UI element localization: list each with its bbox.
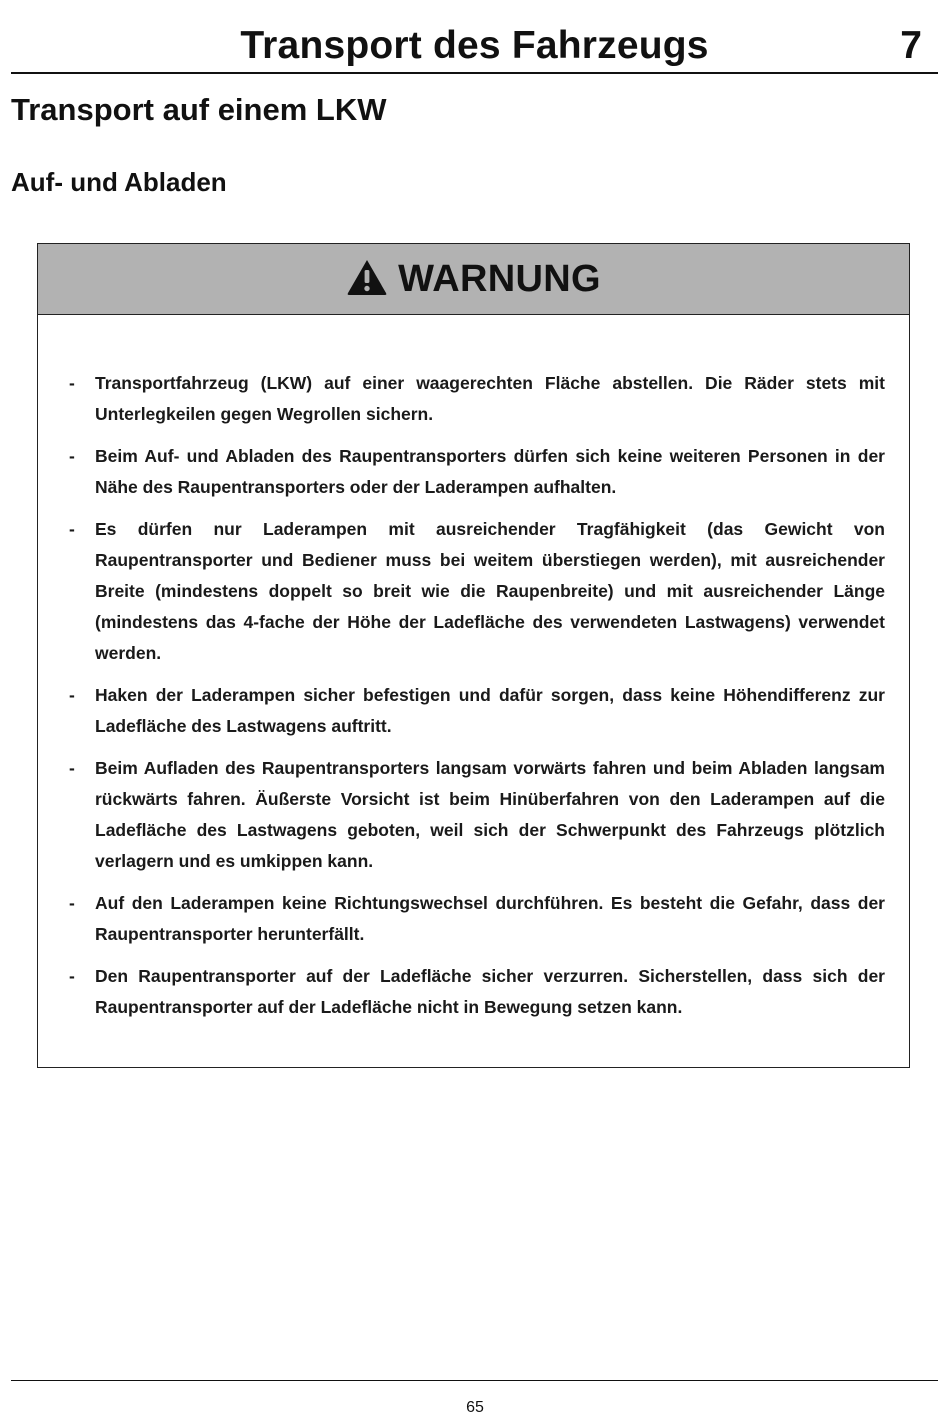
warning-item-text: Transportfahrzeug (LKW) auf einer waagerechten Fläche abstellen. Die Räder stets mit Unterlegkeilen gegen Wegrollen sichern. [95,373,885,424]
bullet-dash: - [69,966,75,986]
warning-item-text: Auf den Laderampen keine Richtungswechsel durchführen. Es besteht die Gefahr, dass der Raupentransporter herunterfällt. [95,893,885,944]
page-number: 65 [466,1399,484,1416]
warning-item-text: Beim Aufladen des Raupentransporters langsam vorwärts fahren und beim Abladen langsam rückwärts fahren. Äußerste Vorsicht ist beim Hinüberfahren von den Laderampen auf die Ladefläche des Lastwagens geboten, weil sich der Schwerpunkt des Fahrzeugs plötzlich verlagern und es umkippen kann. [95,758,885,871]
chapter-title: Transport des Fahrzeugs [240,24,709,67]
bullet-dash: - [69,373,75,393]
warning-box [37,243,910,1068]
section-title: Transport auf einem LKW [11,92,387,127]
bullet-dash: - [69,758,75,778]
warning-triangle-icon [346,258,388,296]
warning-item-text: Beim Auf- und Abladen des Raupentransporters dürfen sich keine weiteren Personen in der Nähe des Raupentransporters oder der Laderampen aufhalten. [95,446,885,497]
subsection-title: Auf- und Abladen [11,167,227,197]
warning-header [38,244,909,315]
footer-divider [11,1380,938,1381]
warning-item-text: Haken der Laderampen sicher befestigen und dafür sorgen, dass keine Höhendifferenz zur Ladefläche des Lastwagens auftritt. [95,685,885,736]
bullet-dash: - [69,893,75,913]
list-item [67,368,885,430]
chapter-number: 7 [900,24,922,67]
warning-label: WARNUNG [398,257,601,300]
list-item [67,961,885,1023]
bullet-dash: - [69,519,75,539]
list-item [67,888,885,950]
list-item [67,441,885,503]
warning-list [67,368,885,1034]
warning-item-text: Den Raupentransporter auf der Ladefläche sicher verzurren. Sicherstellen, dass sich der Raupentransporter auf der Ladefläche nicht in Bewegung setzen kann. [95,966,885,1017]
bullet-dash: - [69,685,75,705]
chapter-header [11,22,938,74]
list-item [67,753,885,877]
list-item [67,514,885,669]
warning-item-text: Es dürfen nur Laderampen mit ausreichender Tragfähigkeit (das Gewicht von Raupentransporter und Bediener muss bei weitem überstiegen werden), mit ausreichender Breite (mindestens doppelt so breit wie die Raupenbreite) und mit ausreichender Länge (mindestens das 4-fache der Höhe der Ladefläche des verwendeten Lastwagens) verwendet werden. [95,519,885,663]
list-item [67,680,885,742]
bullet-dash: - [69,446,75,466]
